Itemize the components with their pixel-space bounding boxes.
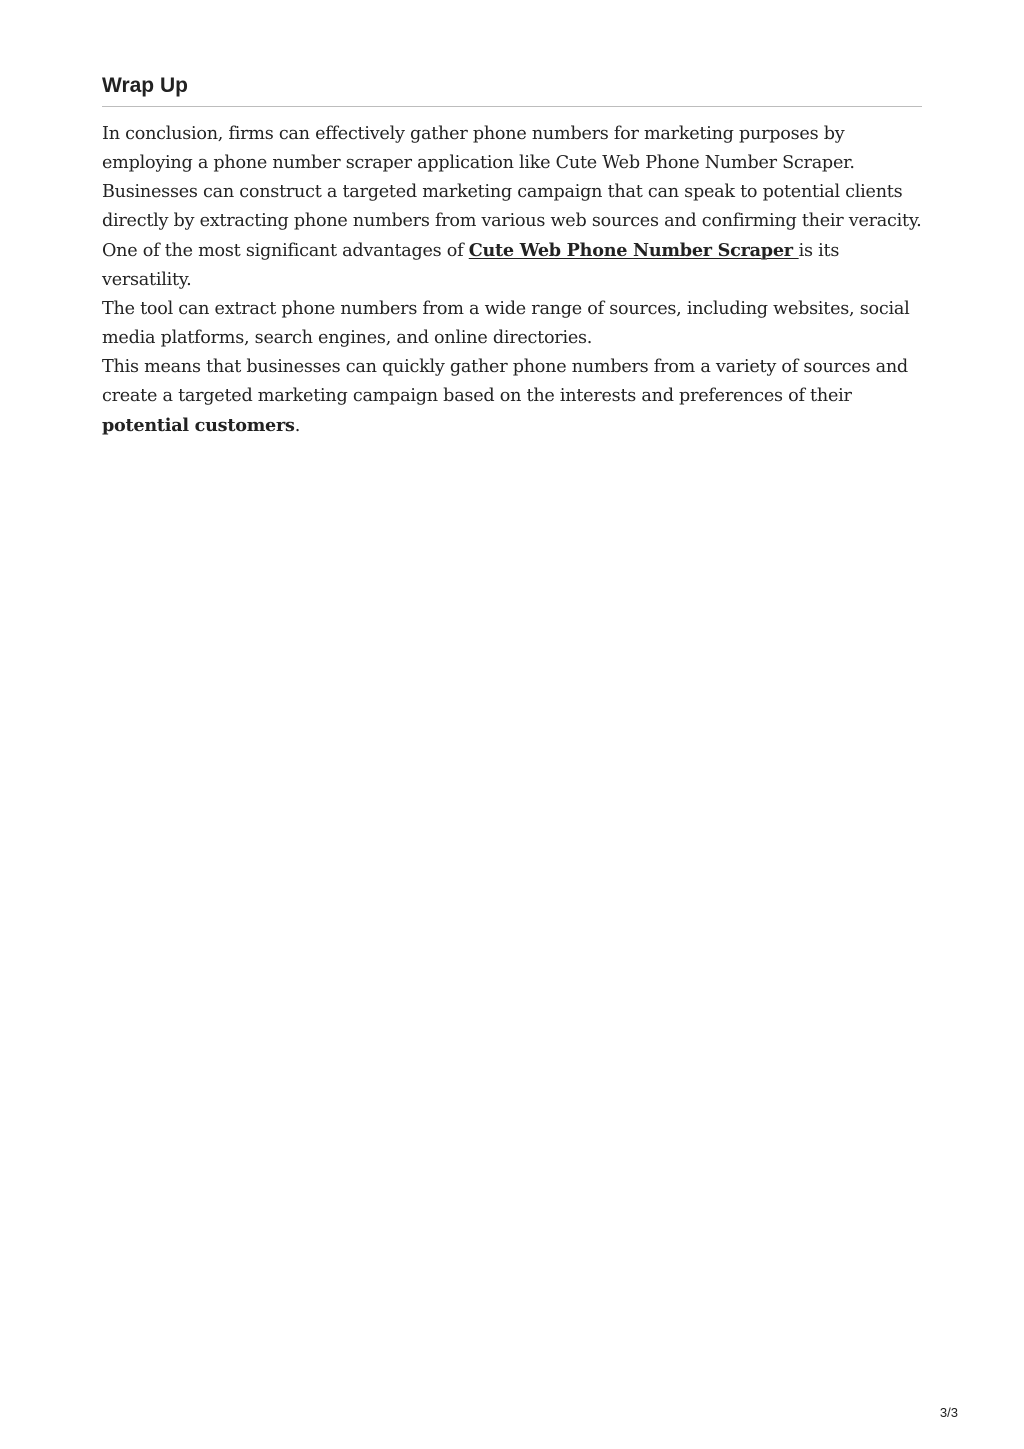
section-heading: Wrap Up [102,72,922,107]
paragraph-campaign [102,353,922,441]
campaign-text-end: . [294,416,301,436]
page-number: 3/3 [939,1405,958,1420]
advantages-text-start: One of the most significant advantages of [102,241,469,261]
article-body [102,120,922,441]
advantages-text-end: is its versatility. [102,241,840,290]
paragraph-advantages [102,236,922,295]
paragraph-conclusion: In conclusion, firms can effectively gather phone numbers for marketing purposes by employing a phone number scraper application like Cute Web Phone Number Scraper. Businesses can construct a targeted marketing campaign that can speak to potential clients directly by extracting phone numbers from various web sources and confirming their veracity. [102,124,922,231]
paragraph-sources: The tool can extract phone numbers from a wide range of sources, including websites, social media platforms, search engines, and online directories. [102,299,910,348]
potential-customers-bold: potential customers [102,415,295,436]
cute-web-phone-number-scraper-link[interactable]: Cute Web Phone Number Scraper [468,240,799,261]
campaign-text-start: This means that businesses can quickly gather phone numbers from a variety of sources and create a targeted marketing campaign based on the interests and preferences of their [102,357,908,406]
page-content [102,72,922,441]
